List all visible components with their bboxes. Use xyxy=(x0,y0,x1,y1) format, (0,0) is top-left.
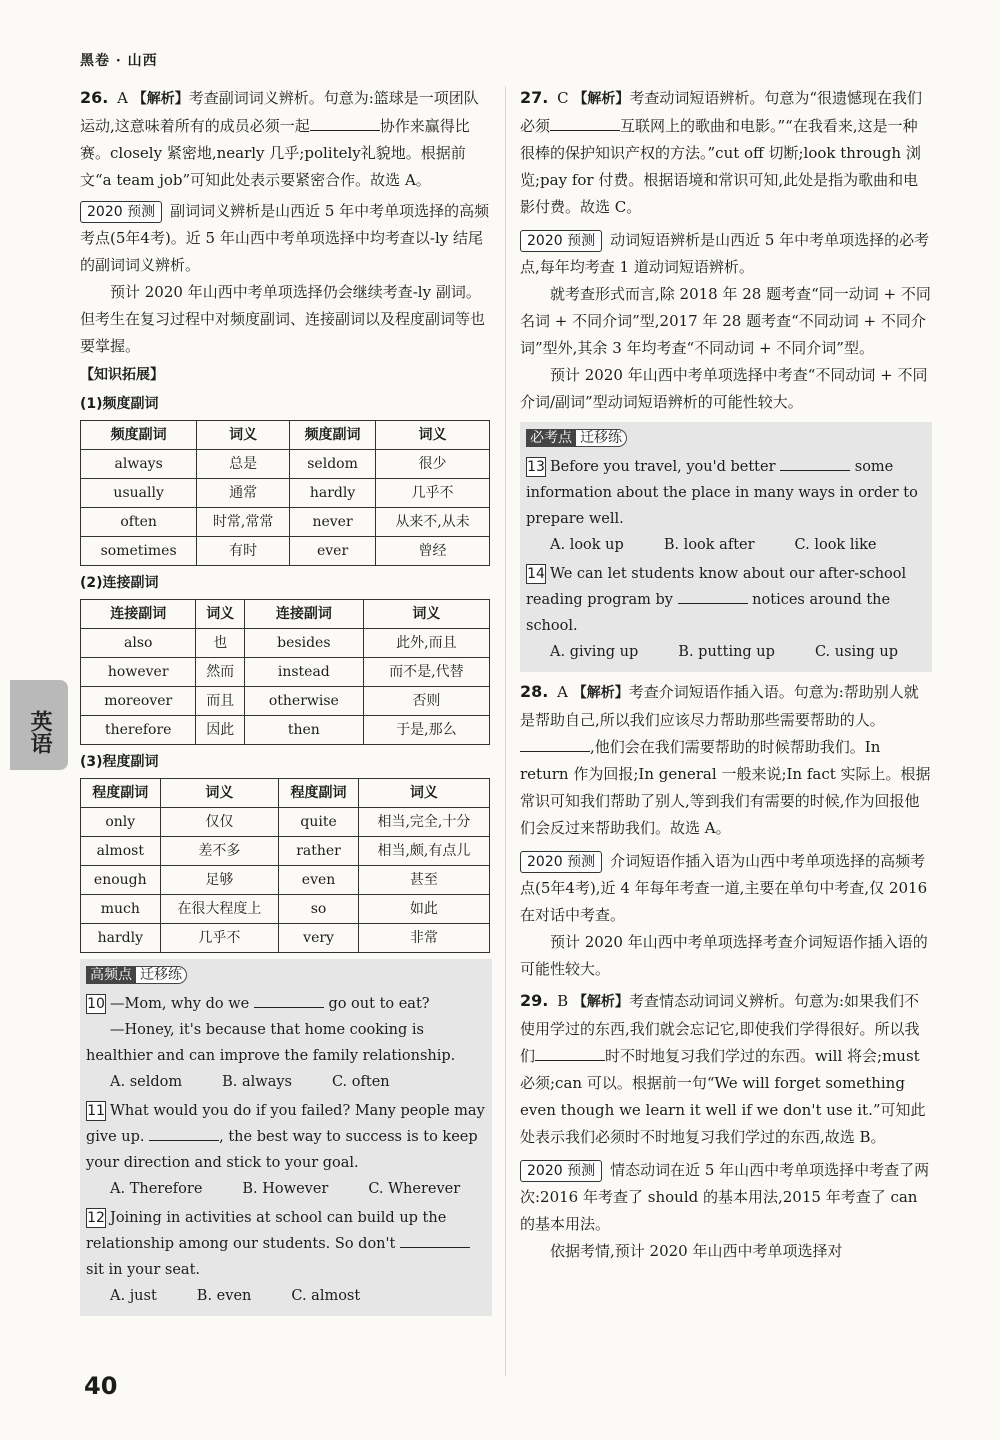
table-cell: 有时 xyxy=(197,537,290,566)
table-header-cell: 连接副词 xyxy=(81,600,196,629)
table3-title: (3)程度副词 xyxy=(80,754,159,770)
table-cell: 在很大程度上 xyxy=(160,895,279,924)
table-row xyxy=(81,629,490,658)
item-text: What would you do if you failed? Many people may give up. xyxy=(86,1103,485,1145)
question-26 xyxy=(80,84,492,194)
option-c: C. almost xyxy=(291,1288,361,1304)
answer: C xyxy=(557,89,569,107)
item-number: 10 xyxy=(87,996,105,1012)
column-divider xyxy=(505,86,506,1376)
table-cell: always xyxy=(81,450,197,479)
item-text: Before you travel, you'd better xyxy=(550,459,776,475)
table2-title: (2)连接副词 xyxy=(80,575,159,591)
table-cell: hardly xyxy=(81,924,161,953)
item-text: —Honey, it's because that home cooking is healthier and can improve the family relationship. xyxy=(86,1022,456,1064)
table-cell: however xyxy=(81,658,196,687)
analysis-tag: 【解析】 xyxy=(572,994,629,1010)
options xyxy=(526,532,926,559)
prediction-text: 情态动词在近 5 年山西中考单项选择中考查了两次:2016 年考查了 should 的基本用法,2015 年考查了 can 的基本用法。 xyxy=(520,1161,930,1233)
prediction-paragraph: 预计 2020 年山西中考单项选择中考查“不同动词 + 不同介词/副词”型动词短语辨析的可能性较大。 xyxy=(520,366,928,411)
table-cell: 非常 xyxy=(358,924,489,953)
item-text: , the best way to success is to keep your direction and stick to your goal. xyxy=(86,1129,478,1171)
answer: A xyxy=(117,89,128,107)
item-text: —Mom, why do we xyxy=(110,996,250,1012)
table-cell: 时常,常常 xyxy=(197,508,290,537)
table-cell: 此外,而且 xyxy=(363,629,489,658)
table1-title: (1)频度副词 xyxy=(80,396,159,412)
table-row xyxy=(81,808,490,837)
table-cell: 相当,完全,十分 xyxy=(358,808,489,837)
table-header-cell: 词义 xyxy=(197,421,290,450)
practice-title-light: 迁移练 xyxy=(576,429,627,447)
analysis-text: 考查动词短语辨析。句意为“很遗憾现在我们必须 xyxy=(520,89,923,135)
practice-title xyxy=(86,962,187,989)
table-header-row xyxy=(81,779,490,808)
table-header-cell: 词义 xyxy=(358,779,489,808)
item-text: sit in your seat. xyxy=(86,1262,201,1278)
table-cell: 仅仅 xyxy=(160,808,279,837)
analysis-text-cont: 互联网上的歌曲和电影。”“在我看来,这是一种很棒的保护知识产权的方法。”cut off 切断;look through 浏览;pay for 付费。根据语境和常识可知,此处是指为歌曲和电影付费。故选 C。 xyxy=(520,117,921,216)
practice-item-14 xyxy=(526,561,926,639)
table-cell: almost xyxy=(81,837,161,866)
option-a: A. Therefore xyxy=(110,1181,203,1197)
table-header-cell: 词义 xyxy=(160,779,279,808)
option-b: B. look after xyxy=(663,537,755,553)
blank xyxy=(310,116,380,131)
table-cell: then xyxy=(244,716,363,745)
table-cell: 也 xyxy=(196,629,245,658)
item-text: Joining in activities at school can build up the relationship among our students. So don't xyxy=(86,1210,447,1252)
prediction-badge: 2020 预测 xyxy=(520,851,602,873)
practice-title-dark: 高频点 xyxy=(86,966,136,984)
blank xyxy=(400,1233,470,1248)
table-cell: even xyxy=(279,866,359,895)
table-row xyxy=(81,450,490,479)
analysis-text: 考查介词短语作插入语。句意为:帮助别人就是帮助自己,所以我们应该尽力帮助那些需要帮助的人。 xyxy=(520,683,919,729)
item-text: notices around the school. xyxy=(526,592,891,634)
table-cell: 否则 xyxy=(363,687,489,716)
table-cell: 相当,颇,有点儿 xyxy=(358,837,489,866)
prediction-paragraph: 就考查形式而言,除 2018 年 28 题考查“同一动词 + 不同名词 + 不同介词”型,2017 年 28 题考查“不同动词 + 不同介词”型外,其余 3 年均考查“不同动词 + 不同介词”型。 xyxy=(520,285,931,357)
practice-box-high-frequency xyxy=(80,959,492,1316)
option-c: C. look like xyxy=(794,537,877,553)
table-cell: 甚至 xyxy=(358,866,489,895)
prediction-paragraph: 预计 2020 年山西中考单项选择考查介词短语作插入语的可能性较大。 xyxy=(520,933,928,978)
practice-item-13 xyxy=(526,454,926,532)
table-cell: 从来不,从未 xyxy=(376,508,490,537)
table-cell: so xyxy=(279,895,359,924)
table-header-cell: 程度副词 xyxy=(81,779,161,808)
table-header-cell: 频度副词 xyxy=(81,421,197,450)
table-row xyxy=(81,508,490,537)
item-number: 11 xyxy=(87,1103,105,1119)
table-cell: 而且 xyxy=(196,687,245,716)
question-27 xyxy=(520,84,932,221)
table-cell: 总是 xyxy=(197,450,290,479)
table-header-cell: 程度副词 xyxy=(279,779,359,808)
table-cell: enough xyxy=(81,866,161,895)
analysis-text: 考查情态动词词义辨析。句意为:如果我们不使用学过的东西,我们就会忘记它,即使我们学得很好。所以我们 xyxy=(520,992,920,1065)
options xyxy=(526,639,926,666)
prediction-text: 副词词义辨析是山西近 5 年中考单项选择的高频考点(5年4考)。近 5 年山西中考单项选择中均考查以-ly 结尾的副词词义辨析。 xyxy=(80,202,490,274)
table-row xyxy=(81,837,490,866)
practice-title-dark: 必考点 xyxy=(526,429,576,447)
right-column xyxy=(520,84,932,1265)
table-cell: otherwise xyxy=(244,687,363,716)
analysis-text-cont: 时不时地复习我们学过的东西。will 将会;must 必须;can 可以。根据前一句“We will forget something even though we learn it well if we don't use it.”可知此处表示我们必须时不时地复习我们学过的东西,故选 B。 xyxy=(520,1047,926,1146)
prediction-paragraph: 预计 2020 年山西中考单项选择仍会继续考查-ly 副词。但考生在复习过程中对频度副词、连接副词以及程度副词等也要掌握。 xyxy=(80,283,486,355)
blank xyxy=(254,993,324,1008)
analysis-tag: 【解析】 xyxy=(572,685,629,701)
table-cell: 如此 xyxy=(358,895,489,924)
option-a: A. look up xyxy=(550,537,624,553)
table-cell: very xyxy=(279,924,359,953)
option-b: B. putting up xyxy=(678,644,775,660)
table-cell: moreover xyxy=(81,687,196,716)
prediction-27 xyxy=(520,227,932,281)
knowledge-title: 【知识拓展】 xyxy=(80,367,164,383)
analysis-text-cont: ,他们会在我们需要帮助的时候帮助我们。In return 作为回报;In general 一般来说;In fact 实际上。根据常识可知我们帮助了别人,等到我们有需要的时候,作为回报他们会反过来帮助我们。故选 A。 xyxy=(520,738,931,837)
table-cell: sometimes xyxy=(81,537,197,566)
table-cell: hardly xyxy=(290,479,376,508)
prediction-text: 介词短语作插入语为山西中考单项选择的高频考点(5年4考),近 4 年每年考查一道,主要在单句中考查,仅 2016 在对话中考查。 xyxy=(520,852,928,924)
table-header-cell: 频度副词 xyxy=(290,421,376,450)
frequency-adverb-table xyxy=(80,420,490,566)
conjunctive-adverb-table xyxy=(80,599,490,745)
blank xyxy=(780,456,850,471)
answer: B xyxy=(557,992,569,1010)
practice-box-must xyxy=(520,422,932,672)
analysis-tag: 【解析】 xyxy=(573,91,630,107)
table-header-cell: 连接副词 xyxy=(244,600,363,629)
table-cell: often xyxy=(81,508,197,537)
blank xyxy=(520,737,590,752)
prediction-26 xyxy=(80,198,492,279)
practice-title xyxy=(526,425,627,452)
table-cell: 很少 xyxy=(376,450,490,479)
table-cell: 几乎不 xyxy=(376,479,490,508)
table-cell: 几乎不 xyxy=(160,924,279,953)
option-b: B. even xyxy=(196,1288,252,1304)
table-row xyxy=(81,537,490,566)
table-cell: 而不是,代替 xyxy=(363,658,489,687)
table-cell: seldom xyxy=(290,450,376,479)
table-cell: instead xyxy=(244,658,363,687)
table-cell: never xyxy=(290,508,376,537)
left-column xyxy=(80,84,492,1316)
practice-item-12 xyxy=(86,1205,486,1283)
options xyxy=(86,1069,486,1096)
table-cell: 曾经 xyxy=(376,537,490,566)
table-cell: ever xyxy=(290,537,376,566)
question-number: 26. xyxy=(80,88,109,107)
question-28 xyxy=(520,678,932,842)
table-cell: much xyxy=(81,895,161,924)
table-cell: usually xyxy=(81,479,197,508)
prediction-29 xyxy=(520,1157,932,1238)
item-text: We can let students know about our after-school reading program by xyxy=(526,566,907,608)
question-number: 29. xyxy=(520,991,549,1010)
table-row xyxy=(81,866,490,895)
table-row xyxy=(81,687,490,716)
item-number: 12 xyxy=(87,1210,105,1226)
blank xyxy=(550,116,620,131)
option-b: B. always xyxy=(222,1074,292,1090)
table-header-row xyxy=(81,421,490,450)
option-b: B. However xyxy=(242,1181,329,1197)
answer: A xyxy=(557,683,568,701)
table-header-cell: 词义 xyxy=(376,421,490,450)
table-row xyxy=(81,716,490,745)
analysis-tag: 【解析】 xyxy=(132,91,189,107)
page-header: 黑卷 · 山西 xyxy=(80,53,158,69)
blank xyxy=(535,1046,605,1061)
practice-item-11 xyxy=(86,1098,486,1176)
table-cell: 于是,那么 xyxy=(363,716,489,745)
prediction-28 xyxy=(520,848,932,929)
table-cell: only xyxy=(81,808,161,837)
table-row xyxy=(81,924,490,953)
table-header-cell: 词义 xyxy=(196,600,245,629)
prediction-badge: 2020 预测 xyxy=(520,1160,602,1182)
table-row xyxy=(81,479,490,508)
table-cell: therefore xyxy=(81,716,196,745)
table-row xyxy=(81,658,490,687)
option-c: C. using up xyxy=(814,644,899,660)
table-cell: rather xyxy=(279,837,359,866)
option-c: C. Wherever xyxy=(368,1181,461,1197)
question-number: 27. xyxy=(520,88,549,107)
table-cell: besides xyxy=(244,629,363,658)
item-text: some information about the place in many ways in order to prepare well. xyxy=(526,459,918,527)
options xyxy=(86,1176,486,1203)
analysis-text: 考查副词词义辨析。句意为:篮球是一项团队运动,这意味着所有的成员必须一起 xyxy=(80,89,479,135)
practice-item-10 xyxy=(86,991,486,1069)
prediction-text: 动词短语辨析是山西近 5 年中考单项选择的必考点,每年均考查 1 道动词短语辨析。 xyxy=(520,231,930,276)
prediction-badge: 2020 预测 xyxy=(520,230,602,252)
prediction-badge: 2020 预测 xyxy=(80,201,162,223)
table-cell: also xyxy=(81,629,196,658)
question-number: 28. xyxy=(520,682,549,701)
table-header-row xyxy=(81,600,490,629)
page-number: 40 xyxy=(84,1372,118,1400)
item-number: 14 xyxy=(527,566,545,582)
table-cell: quite xyxy=(279,808,359,837)
degree-adverb-table xyxy=(80,778,490,953)
question-29 xyxy=(520,987,932,1151)
item-number: 13 xyxy=(527,459,545,475)
table-cell: 因此 xyxy=(196,716,245,745)
table-header-cell: 词义 xyxy=(363,600,489,629)
option-a: A. seldom xyxy=(110,1074,183,1090)
prediction-paragraph: 依据考情,预计 2020 年山西中考单项选择对 xyxy=(550,1242,843,1260)
table-cell: 然而 xyxy=(196,658,245,687)
blank xyxy=(678,589,748,604)
table-cell: 差不多 xyxy=(160,837,279,866)
table-cell: 足够 xyxy=(160,866,279,895)
blank xyxy=(149,1126,219,1141)
option-a: A. just xyxy=(110,1288,157,1304)
options xyxy=(86,1283,486,1310)
option-a: A. giving up xyxy=(550,644,639,660)
subject-tab: 英语 xyxy=(10,680,68,770)
table-row xyxy=(81,895,490,924)
practice-title-light: 迁移练 xyxy=(136,966,187,984)
analysis-text-cont: 协作来赢得比赛。closely 紧密地,nearly 几乎;politely礼貌地。根据前文“a team job”可知此处表示要紧密合作。故选 A。 xyxy=(80,117,470,189)
table-cell: 通常 xyxy=(197,479,290,508)
option-c: C. often xyxy=(331,1074,390,1090)
item-text: go out to eat? xyxy=(328,996,430,1012)
